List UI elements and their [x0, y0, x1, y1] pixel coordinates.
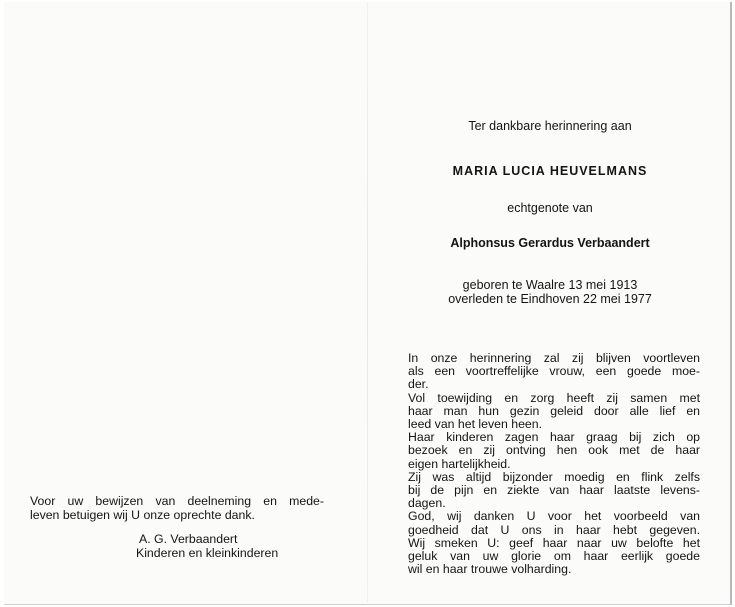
poem-line: In onze herinnering zal zij blijven voortleven [408, 351, 700, 365]
poem-line: Vol toewijding en zorg heeft zij samen met [408, 390, 700, 405]
poem-line: geluk van uw glorie om haar eerlijk goede [408, 549, 700, 564]
poem-line: haar man hun gezin geleid door alle lief en [408, 403, 700, 418]
thanks-line: Voor uw bewijzen van deelneming en mede- [30, 494, 324, 508]
poem-line: Wij smeken U: geef haar naar uw belofte het [408, 535, 700, 550]
poem-line: leed van het leven heen. [408, 417, 543, 432]
signer-name: A. G. Verbaandert [139, 532, 238, 546]
poem-line: wil en haar trouwe volharding. [408, 562, 572, 577]
thanks-line: leven betuigen wij U onze oprechte dank. [30, 508, 255, 522]
signature-block [136, 533, 278, 560]
family-line: Kinderen en kleinkinderen [136, 545, 279, 560]
poem-line: bezoek en zij ontving hen ook met de haar [408, 443, 700, 458]
relation-text: echtgenote van [507, 201, 593, 215]
poem-line: goedheid dat U ons in haar hebt gegeven. [408, 522, 700, 537]
intro-text: Ter dankbare herinnering aan [468, 119, 632, 133]
poem-line: dagen. [408, 496, 446, 511]
memorial-poem [408, 352, 700, 576]
poem-line: eigen hartelijkheid. [408, 456, 511, 471]
poem-line: Haar kinderen zagen haar graag bij zich op [408, 430, 700, 445]
poem-line: der. [408, 377, 429, 392]
birth-line: geboren te Waalre 13 mei 1913 [462, 278, 638, 292]
deceased-name: MARIA LUCIA HEUVELMANS [452, 164, 648, 178]
card-fold-line [367, 2, 368, 602]
poem-line: God, wij danken U voor het voorbeeld van [408, 509, 700, 524]
death-line: overleden te Eindhoven 22 mei 1977 [448, 292, 652, 306]
spouse-name: Alphonsus Gerardus Verbaandert [450, 236, 650, 250]
thanks-message [30, 494, 324, 522]
poem-line: Zij was altijd bijzonder moedig en flink zelfs [408, 469, 700, 484]
poem-line: als een voortreffelijke vrouw, een goede moe- [408, 364, 700, 379]
poem-line: bij de pijn en ziekte van haar laatste levens- [408, 483, 700, 498]
